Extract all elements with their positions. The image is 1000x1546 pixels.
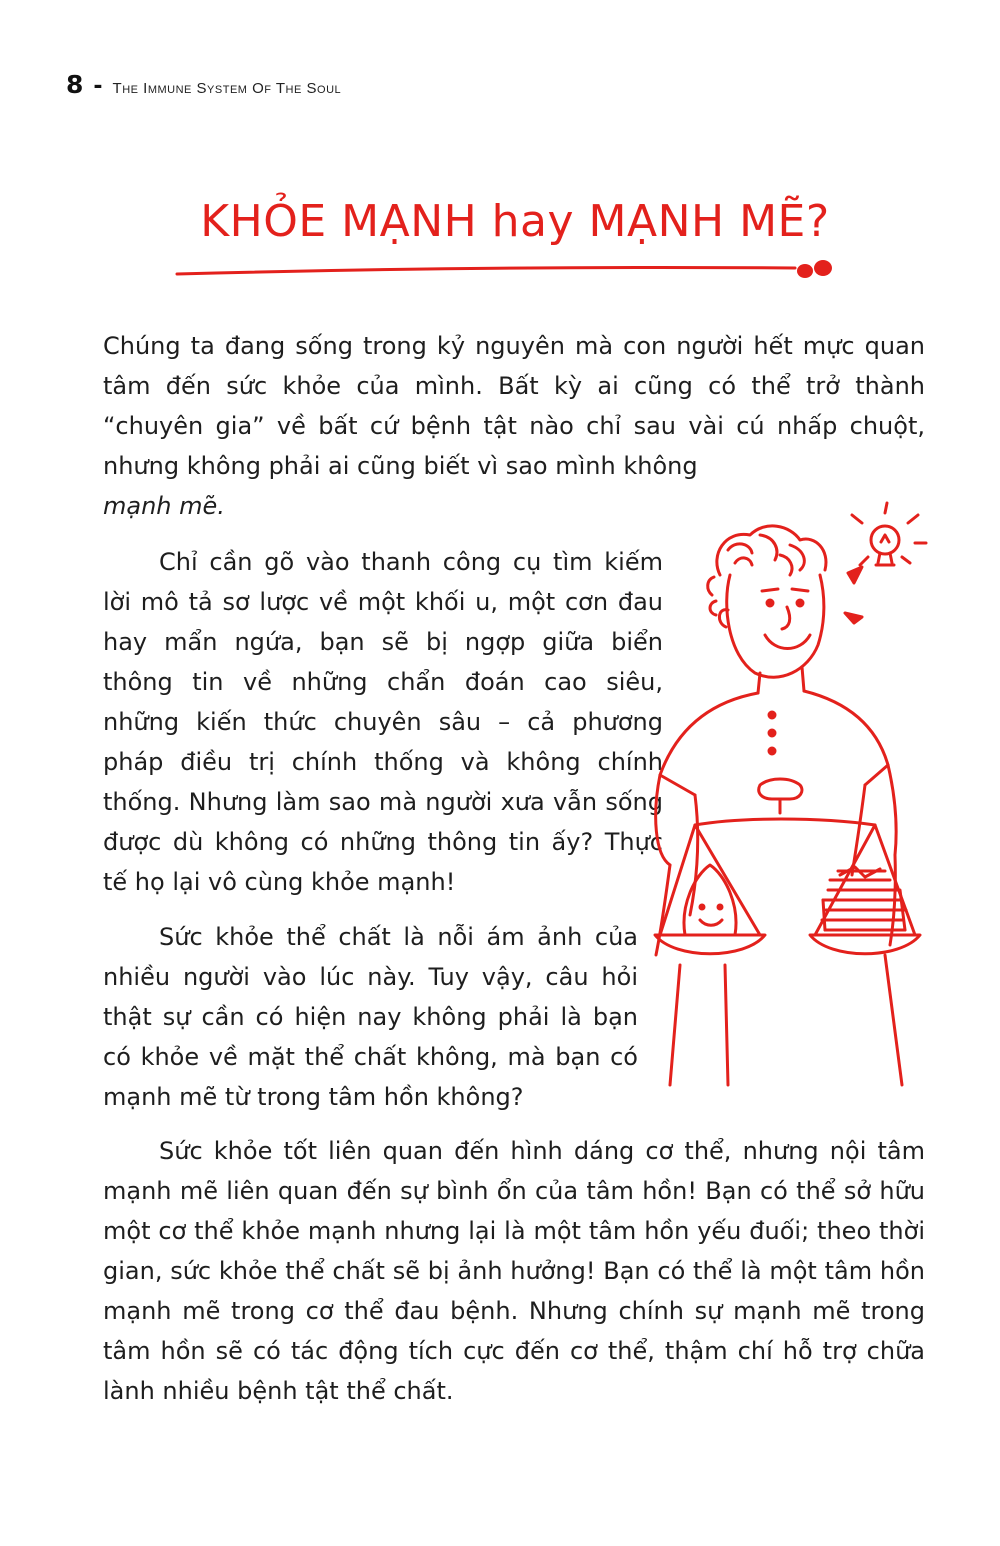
lightbulb-icon	[852, 503, 926, 565]
paragraph-2: Chỉ cần gõ vào thanh công cụ tìm kiếm lời mô tả sơ lược về một khối u, một cơn đau hay mẩn ngứa, bạn sẽ bị ngợp giữa biển thông tin về những chẩn đoán cao siêu, những kiến thức chuyên sâu – cả phương pháp điều trị chính thống và không chính thống. Nhưng làm sao mà người xưa vẫn sống được dù không có những thông tin ấy? Thực tế họ lại vô cùng khỏe mạnh!	[103, 548, 663, 896]
paragraph-3: Sức khỏe thể chất là nỗi ám ảnh của nhiều người vào lúc này. Tuy vậy, câu hỏi thật sự cần có hiện nay không phải là bạn có khỏe về mặt thể chất không, mà bạn có mạnh mẽ từ trong tâm hồn không?	[103, 923, 638, 1111]
paragraph-1-text: Chúng ta đang sống trong kỷ nguyên mà con người hết mực quan tâm đến sức khỏe của mình. Bất kỳ ai cũng có thể trở thành “chuyên gia” về bất cứ bệnh tật nào chỉ sau vài cú nhấp chuột, nhưng không phải ai cũng biết vì sao mình không	[103, 332, 925, 480]
running-title: The Immune System Of The Soul	[112, 80, 342, 97]
paragraph-1-emphasis: mạnh mẽ.	[103, 492, 225, 520]
header-separator: -	[93, 74, 103, 99]
page-number: 8	[66, 70, 84, 99]
title-underline-ornament	[175, 258, 845, 288]
chapter-title: KHỎE MẠNH hay MẠNH MẼ?	[200, 196, 830, 247]
running-header	[66, 70, 341, 99]
man-with-balance-scale-illustration	[640, 495, 940, 1095]
paragraph-4: Sức khỏe tốt liên quan đến hình dáng cơ thể, nhưng nội tâm mạnh mẽ liên quan đến sự bình ổn của tâm hồn! Bạn có thể sở hữu một cơ thể khỏe mạnh nhưng lại là một tâm hồn yếu đuối; theo thời gian, sức khỏe thể chất sẽ bị ảnh hưởng! Bạn có thể là một tâm hồn mạnh mẽ trong cơ thể đau bệnh. Nhưng chính sự mạnh mẽ trong tâm hồn sẽ có tác động tích cực đến cơ thể, thậm chí hỗ trợ chữa lành nhiều bệnh tật thể chất.	[103, 1137, 925, 1405]
